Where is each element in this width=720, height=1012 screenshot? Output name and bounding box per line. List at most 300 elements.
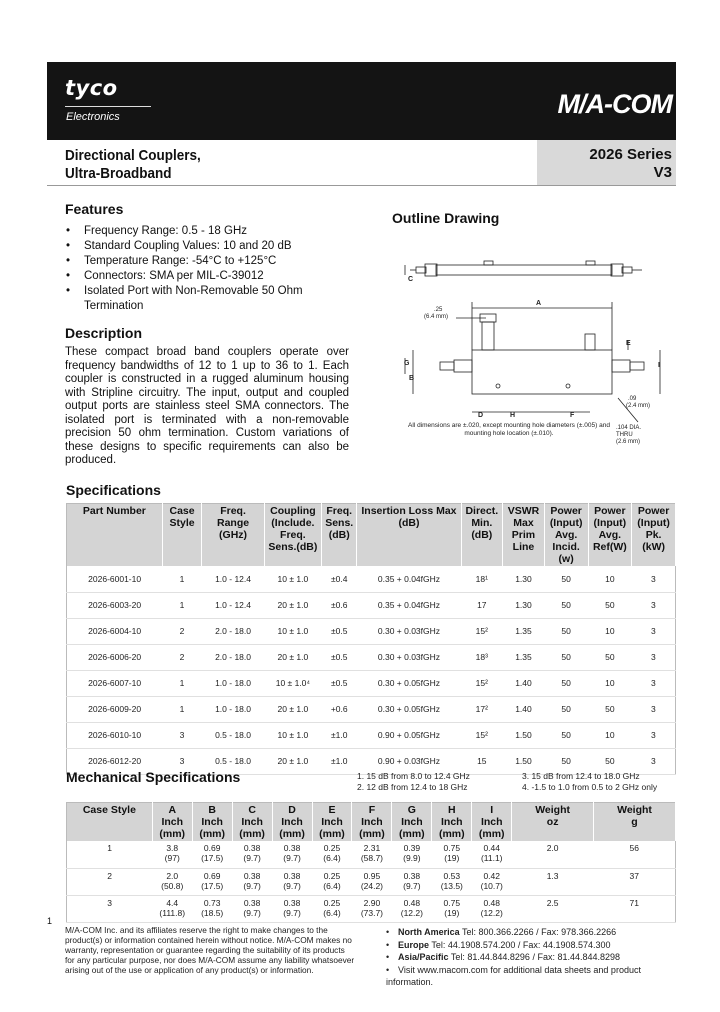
spec-cell: 17 xyxy=(461,592,503,618)
region-phone: Tel: 44.1908.574.200 / Fax: 44.1908.574.300 xyxy=(431,939,611,950)
spec-row xyxy=(67,696,676,722)
bullet: • xyxy=(386,964,390,975)
region-label: Asia/Pacific xyxy=(398,952,449,962)
spec-cell: 10 xyxy=(588,566,632,592)
mech-value-mm: (9.7) xyxy=(283,907,301,918)
mech-col-header-line: g xyxy=(631,816,638,828)
mech-col-header-line: G xyxy=(407,804,416,816)
spec-cell: 0.30 + 0.03fGHz xyxy=(357,644,461,670)
spec-cell: 50 xyxy=(544,566,588,592)
spec-cell: 3 xyxy=(632,748,676,774)
contact-europe xyxy=(386,939,686,952)
spec-cell: 1.50 xyxy=(503,722,545,748)
mech-col-header xyxy=(272,803,312,842)
tyco-logo: tyco xyxy=(65,76,118,100)
mech-value-mm: (17.5) xyxy=(201,853,224,863)
mech-col-header-line: Inch xyxy=(281,816,303,828)
mech-value-mm: (12.2) xyxy=(400,907,423,918)
mech-col-header-line: (mm) xyxy=(159,828,186,840)
dim-label: (2.4 mm) xyxy=(626,403,650,409)
mech-cell xyxy=(312,868,352,895)
mech-cell xyxy=(392,868,432,895)
dim-label: (6.4 mm) xyxy=(424,314,448,320)
mech-value-inch: 2.31 xyxy=(363,843,381,853)
mech-col-header-line: H xyxy=(448,804,456,816)
mech-col-header xyxy=(432,803,472,842)
dim-letter: B xyxy=(409,375,415,382)
mech-value-mm: (9.7) xyxy=(243,907,261,918)
dim-letter: E xyxy=(626,340,631,347)
spec-cell: 17² xyxy=(461,696,503,722)
spec-cell: 15² xyxy=(461,722,503,748)
mech-col-header-line: Inch xyxy=(161,816,184,828)
mech-value-inch: 0.38 xyxy=(283,843,301,853)
mech-cell xyxy=(152,895,192,922)
mech-value-mm: (11.1) xyxy=(480,853,503,863)
spec-cell: 1.35 xyxy=(503,644,545,670)
mech-row xyxy=(67,868,676,895)
mech-value-mm: (6.4) xyxy=(323,853,341,863)
mech-col-header xyxy=(192,803,232,842)
top-view-housing xyxy=(436,265,612,275)
dim-letter: G xyxy=(404,360,410,367)
side-conn-right-tip xyxy=(630,362,644,370)
spec-cell: ±0.6 xyxy=(322,592,357,618)
mount-hole xyxy=(496,384,500,388)
spec-cell: 3 xyxy=(162,722,202,748)
mech-cell xyxy=(232,841,272,868)
spec-col-header: Case Style xyxy=(162,504,202,567)
spec-cell: 10 xyxy=(588,722,632,748)
mech-value-inch: 0.48 xyxy=(483,897,500,908)
mech-cell xyxy=(272,868,312,895)
dim-label: THRU xyxy=(616,432,633,438)
mech-cell xyxy=(594,841,676,868)
spec-cell: 1.40 xyxy=(503,670,545,696)
dim-letter: D xyxy=(478,412,484,419)
spec-footnotes xyxy=(357,771,687,793)
mech-cell xyxy=(472,868,512,895)
mech-cell xyxy=(67,868,153,895)
spec-cell: ±0.5 xyxy=(322,644,357,670)
spec-cell: 1.35 xyxy=(503,618,545,644)
spec-cell: 2026-6006-20 xyxy=(67,644,163,670)
region-label: Europe xyxy=(398,939,430,950)
mech-value-inch: 0.38 xyxy=(283,870,301,881)
spec-cell: 0.5 - 18.0 xyxy=(202,748,264,774)
mech-cell xyxy=(392,895,432,922)
spec-cell: 15² xyxy=(461,670,503,696)
description-heading: Description xyxy=(65,325,143,341)
spec-cell: ±0.5 xyxy=(322,618,357,644)
mech-col-header-line: (mm) xyxy=(279,828,305,840)
spec-cell: 50 xyxy=(544,696,588,722)
mech-value-inch: 1.3 xyxy=(546,870,559,881)
side-conn-right xyxy=(612,360,630,372)
mech-cell xyxy=(512,895,594,922)
mech-col-header-line: (mm) xyxy=(239,828,265,840)
version-label: V3 xyxy=(653,164,672,181)
spec-col-header: Power (Input) Avg. Ref(W) xyxy=(588,504,632,567)
title-divider xyxy=(47,185,676,186)
mech-cell xyxy=(272,895,312,922)
mech-col-header-line: (mm) xyxy=(359,828,385,840)
mech-col-header-line: Case Style xyxy=(82,804,136,816)
mech-value-mm: (9.7) xyxy=(283,880,301,891)
spec-cell: 3 xyxy=(632,592,676,618)
spec-col-header: VSWR Max Prim Line xyxy=(503,504,545,567)
mech-col-header-line: I xyxy=(490,804,494,816)
mech-value-mm: (19) xyxy=(444,853,460,863)
feature-item: • Temperature Range: -54°C to +125°C xyxy=(66,254,356,269)
mech-col-header xyxy=(594,803,676,842)
spec-row xyxy=(67,644,676,670)
spec-cell: 2026-6001-10 xyxy=(67,566,163,592)
spec-cell: 3 xyxy=(632,644,676,670)
mech-value-inch: 0.73 xyxy=(203,897,221,908)
mech-col-header-line: (mm) xyxy=(199,828,225,840)
side-conn-left-tip xyxy=(440,362,454,370)
spec-cell: 2.0 - 18.0 xyxy=(202,644,264,670)
spec-cell: ±0.5 xyxy=(322,670,357,696)
mech-col-header xyxy=(512,803,594,842)
spec-cell: 1.0 - 18.0 xyxy=(202,696,264,722)
mount-hole xyxy=(566,384,570,388)
spec-cell: 2026-6009-20 xyxy=(67,696,163,722)
mech-value-inch: 0.44 xyxy=(483,843,500,853)
mech-col-header-line: (mm) xyxy=(438,828,465,840)
mech-value-inch: 0.69 xyxy=(203,843,221,853)
mech-value-mm: (6.4) xyxy=(323,880,341,891)
mech-value-mm: (19) xyxy=(444,907,460,918)
spec-cell: 0.90 + 0.03fGHz xyxy=(357,748,461,774)
mech-value-inch: 0.95 xyxy=(363,870,381,881)
spec-row xyxy=(67,722,676,748)
mech-col-header xyxy=(392,803,432,842)
footnote: 2. 12 dB from 12.4 to 18 GHz xyxy=(357,782,468,792)
side-view-housing xyxy=(472,350,612,394)
spec-cell: 10 ± 1.0 xyxy=(264,618,321,644)
dim-letter: I xyxy=(658,362,660,369)
spec-cell: 1.50 xyxy=(503,748,545,774)
spec-cell: 0.35 + 0.04fGHz xyxy=(357,592,461,618)
title-line-2: Ultra-Broadband xyxy=(65,165,172,182)
mech-cell xyxy=(352,895,392,922)
mech-cell xyxy=(472,841,512,868)
spec-cell: 0.30 + 0.03fGHz xyxy=(357,618,461,644)
spec-cell: 2026-6004-10 xyxy=(67,618,163,644)
mech-cell xyxy=(594,868,676,895)
spec-col-header: Freq. Range (GHz) xyxy=(202,504,264,567)
mech-value-mm: (9.7) xyxy=(283,853,301,863)
top-conn-right xyxy=(611,264,623,276)
series-box xyxy=(537,140,676,185)
spec-cell: 50 xyxy=(588,592,632,618)
mech-col-header xyxy=(232,803,272,842)
spec-cell: 3 xyxy=(632,618,676,644)
macom-logo: M/A-COM xyxy=(557,89,672,119)
mech-value-inch: 71 xyxy=(629,897,639,908)
mech-value-inch: 2 xyxy=(107,870,112,881)
spec-cell: 2026-6010-10 xyxy=(67,722,163,748)
spec-cell: 50 xyxy=(544,748,588,774)
spec-cell: 1.0 - 12.4 xyxy=(202,566,264,592)
mech-col-header-line: (mm) xyxy=(319,828,345,840)
spec-cell: 10 xyxy=(588,670,632,696)
spec-cell: ±1.0 xyxy=(322,748,357,774)
tyco-logo-subtitle: Electronics xyxy=(66,111,120,123)
spec-cell: 0.90 + 0.05fGHz xyxy=(357,722,461,748)
spec-cell: 20 ± 1.0 xyxy=(264,644,321,670)
spec-cell: 50 xyxy=(544,618,588,644)
feature-item: • Connectors: SMA per MIL-C-39012 xyxy=(66,269,356,284)
spec-cell: 10 xyxy=(588,618,632,644)
mech-col-header-line: D xyxy=(288,804,296,816)
mech-cell xyxy=(232,895,272,922)
mechanical-heading: Mechanical Specifications xyxy=(66,769,241,785)
spec-cell: 2026-6012-20 xyxy=(67,748,163,774)
region-label: North America xyxy=(398,927,460,937)
logo-divider xyxy=(65,106,151,107)
spec-cell: 0.30 + 0.05fGHz xyxy=(357,696,461,722)
mech-value-inch: 3.8 xyxy=(166,843,179,853)
spec-cell: 0.5 - 18.0 xyxy=(202,722,264,748)
mech-value-mm: (9.7) xyxy=(243,853,261,863)
mech-cell xyxy=(192,841,232,868)
spec-col-header: Freq. Sens. (dB) xyxy=(322,504,357,567)
spec-row xyxy=(67,618,676,644)
spec-cell: 18³ xyxy=(461,644,503,670)
spec-cell: 1 xyxy=(162,670,202,696)
mech-value-mm: (24.2) xyxy=(360,880,384,891)
mech-value-mm: (9.9) xyxy=(403,853,421,863)
spec-cell: 1.30 xyxy=(503,592,545,618)
mech-value-inch: 0.25 xyxy=(323,843,341,853)
mech-col-header-line: Inch xyxy=(401,816,423,828)
mech-col-header-line: Inch xyxy=(361,816,383,828)
spec-row xyxy=(67,566,676,592)
spec-cell: 3 xyxy=(162,748,202,774)
spec-cell: 50 xyxy=(544,722,588,748)
mech-col-header xyxy=(152,803,192,842)
spec-col-header: Direct. Min. (dB) xyxy=(461,504,503,567)
mech-cell xyxy=(312,895,352,922)
mech-header-row xyxy=(67,803,676,842)
website-text: Visit www.macom.com for additional data sheets and product information. xyxy=(386,964,641,987)
mech-value-inch: 0.38 xyxy=(243,843,261,853)
mech-value-inch: 2.5 xyxy=(546,897,559,908)
spec-cell: ±0.4 xyxy=(322,566,357,592)
spec-cell: 1.0 - 18.0 xyxy=(202,670,264,696)
footnote: 3. 15 dB from 12.4 to 18.0 GHz xyxy=(522,771,640,781)
region-phone: Tel: 81.44.844.8296 / Fax: 81.44.844.8298 xyxy=(450,952,621,962)
mech-value-inch: 0.48 xyxy=(403,897,421,908)
mech-cell xyxy=(152,868,192,895)
mech-value-inch: 4.4 xyxy=(166,897,179,908)
spec-cell: 20 ± 1.0 xyxy=(264,748,321,774)
features-heading: Features xyxy=(65,201,124,217)
spec-cell: 10 ± 1.0 xyxy=(264,722,321,748)
mech-value-mm: (9.7) xyxy=(243,880,261,891)
spec-cell: 20 ± 1.0 xyxy=(264,696,321,722)
mech-value-mm: (18.5) xyxy=(201,907,224,918)
mech-cell xyxy=(432,895,472,922)
mech-cell xyxy=(512,841,594,868)
mech-value-inch: 2.0 xyxy=(546,843,559,853)
mech-value-inch: 0.38 xyxy=(403,870,421,881)
spec-cell: 0.35 + 0.04fGHz xyxy=(357,566,461,592)
mech-value-inch: 3 xyxy=(107,897,112,908)
header-banner xyxy=(47,62,676,140)
mech-cell xyxy=(352,841,392,868)
mech-cell xyxy=(232,868,272,895)
footnote: 4. -1.5 to 1.0 from 0.5 to 2 GHz only xyxy=(522,782,658,792)
mech-value-mm: (73.7) xyxy=(360,907,384,918)
mech-value-inch: 0.53 xyxy=(443,870,461,881)
mech-value-inch: 0.38 xyxy=(243,870,261,881)
mech-value-inch: 0.69 xyxy=(203,870,221,881)
mech-value-mm: (97) xyxy=(164,853,180,863)
region-phone: Tel: 800.366.2266 / Fax: 978.366.2266 xyxy=(462,927,617,937)
mech-value-inch: 0.25 xyxy=(323,897,341,908)
dim-letter: C xyxy=(408,276,414,283)
spec-col-header: Insertion Loss Max (dB) xyxy=(357,504,461,567)
outline-drawing xyxy=(380,232,676,452)
spec-cell: ±1.0 xyxy=(322,722,357,748)
mech-value-mm: (9.7) xyxy=(403,880,421,891)
mech-col-header-line: C xyxy=(248,804,256,816)
mech-value-mm: (58.7) xyxy=(360,853,384,863)
mech-col-header-line: Weight xyxy=(535,804,571,816)
mech-col-header-line: E xyxy=(328,804,336,816)
series-label: 2026 Series xyxy=(589,146,672,163)
dim-letter: A xyxy=(536,300,542,307)
mech-cell xyxy=(392,841,432,868)
spec-cell: 15² xyxy=(461,618,503,644)
dim-letter: F xyxy=(570,412,575,419)
feature-item: • Frequency Range: 0.5 - 18 GHz xyxy=(66,224,356,239)
spec-cell: 20 ± 1.0 xyxy=(264,592,321,618)
spec-cell: 1 xyxy=(162,566,202,592)
contact-asia-pacific xyxy=(386,951,686,964)
mech-value-mm: (12.2) xyxy=(480,907,503,918)
bullet: • xyxy=(386,939,390,950)
spec-cell: 1.40 xyxy=(503,696,545,722)
spec-cell: +0.6 xyxy=(322,696,357,722)
mech-col-header xyxy=(472,803,512,842)
mech-value-inch: 2.0 xyxy=(166,870,179,881)
mech-cell xyxy=(472,895,512,922)
contact-north-america xyxy=(386,926,686,939)
mech-col-header-line: F xyxy=(368,804,376,816)
spec-cell: 3 xyxy=(632,670,676,696)
spec-col-header: Power (Input) Pk. (kW) xyxy=(632,504,676,567)
side-conn-term xyxy=(585,334,595,350)
mech-row xyxy=(67,895,676,922)
mech-cell xyxy=(67,841,153,868)
mech-col-header xyxy=(312,803,352,842)
top-conn-right-tip xyxy=(622,267,632,273)
mech-value-inch: 37 xyxy=(629,870,639,881)
mech-value-mm: (17.5) xyxy=(201,880,224,891)
mech-cell xyxy=(192,868,232,895)
top-conn-mid xyxy=(484,261,493,265)
mech-row xyxy=(67,841,676,868)
spec-cell: 50 xyxy=(544,592,588,618)
dim-letter: H xyxy=(510,412,516,419)
spec-cell: 50 xyxy=(544,644,588,670)
spec-cell: 3 xyxy=(632,696,676,722)
mech-value-inch: 0.25 xyxy=(323,870,341,881)
mech-value-inch: 0.39 xyxy=(403,843,421,853)
spec-col-header: Part Number xyxy=(67,504,163,567)
specifications-table xyxy=(66,503,676,775)
bullet: • xyxy=(386,927,390,937)
spec-cell: 10 ± 1.0 xyxy=(264,566,321,592)
spec-col-header: Coupling (Include. Freq. Sens.(dB) xyxy=(264,504,321,567)
legal-disclaimer: M/A-COM Inc. and its affiliates reserve the right to make changes to the product(s) or information contained herein without notice. M/A-COM makes no warranty, representation or guarantee regarding the suitability of its products for any particular purpose, nor does M/A-COM assume any liability whatsoever arising out of the use or application of any product(s) or information. xyxy=(65,925,355,975)
side-conn-left xyxy=(454,360,472,372)
title-line-1: Directional Couplers, xyxy=(65,147,201,164)
spec-cell: 50 xyxy=(588,748,632,774)
mech-cell xyxy=(512,868,594,895)
mech-value-inch: 0.75 xyxy=(443,897,461,908)
top-conn-left xyxy=(425,264,437,276)
feature-item: • Standard Coupling Values: 10 and 20 dB xyxy=(66,239,356,254)
spec-cell: 3 xyxy=(632,722,676,748)
spec-cell: 1.30 xyxy=(503,566,545,592)
mech-value-inch: 0.42 xyxy=(483,870,500,881)
spec-col-header: Power (Input) Avg. Incid. (w) xyxy=(544,504,588,567)
spec-cell: 50 xyxy=(544,670,588,696)
bullet: • xyxy=(386,952,390,962)
mech-cell xyxy=(152,841,192,868)
product-title xyxy=(65,147,201,183)
spec-cell: 1.0 - 12.4 xyxy=(202,592,264,618)
top-conn-left-tip xyxy=(416,267,426,273)
dim-label: .09 xyxy=(628,396,637,402)
mech-col-header-line: (mm) xyxy=(399,828,425,840)
mechanical-table xyxy=(66,802,676,923)
mech-cell xyxy=(352,868,392,895)
mech-col-header-line: Weight xyxy=(617,804,652,816)
spec-cell: 2 xyxy=(162,644,202,670)
spec-cell: 50 xyxy=(588,644,632,670)
spec-cell: 2026-6007-10 xyxy=(67,670,163,696)
website-note xyxy=(386,964,686,989)
mech-cell xyxy=(67,895,153,922)
mech-value-inch: 2.90 xyxy=(363,897,381,908)
mech-value-mm: (6.4) xyxy=(323,907,341,918)
side-conn-top xyxy=(482,322,494,350)
mech-col-header xyxy=(67,803,153,842)
mech-col-header-line: Inch xyxy=(241,816,263,828)
feature-item: • Isolated Port with Non-Removable 50 Ohm Termination xyxy=(66,284,356,314)
spec-cell: 3 xyxy=(632,566,676,592)
mech-value-mm: (50.8) xyxy=(161,880,184,891)
top-conn-term xyxy=(586,261,595,265)
spec-cell: 1 xyxy=(162,592,202,618)
mech-col-header-line: Inch xyxy=(321,816,343,828)
mech-col-header xyxy=(352,803,392,842)
spec-cell: 1 xyxy=(162,696,202,722)
mech-col-header-line: A xyxy=(168,804,177,816)
mech-value-inch: 0.38 xyxy=(283,897,301,908)
dim-label: .104 DIA. xyxy=(616,425,642,431)
dims-note: All dimensions are ±.020, except mounting hole diameters (±.005) and mounting hole location (±.010). xyxy=(408,422,610,437)
mech-col-header-line: Inch xyxy=(441,816,463,828)
contact-info xyxy=(386,926,686,989)
